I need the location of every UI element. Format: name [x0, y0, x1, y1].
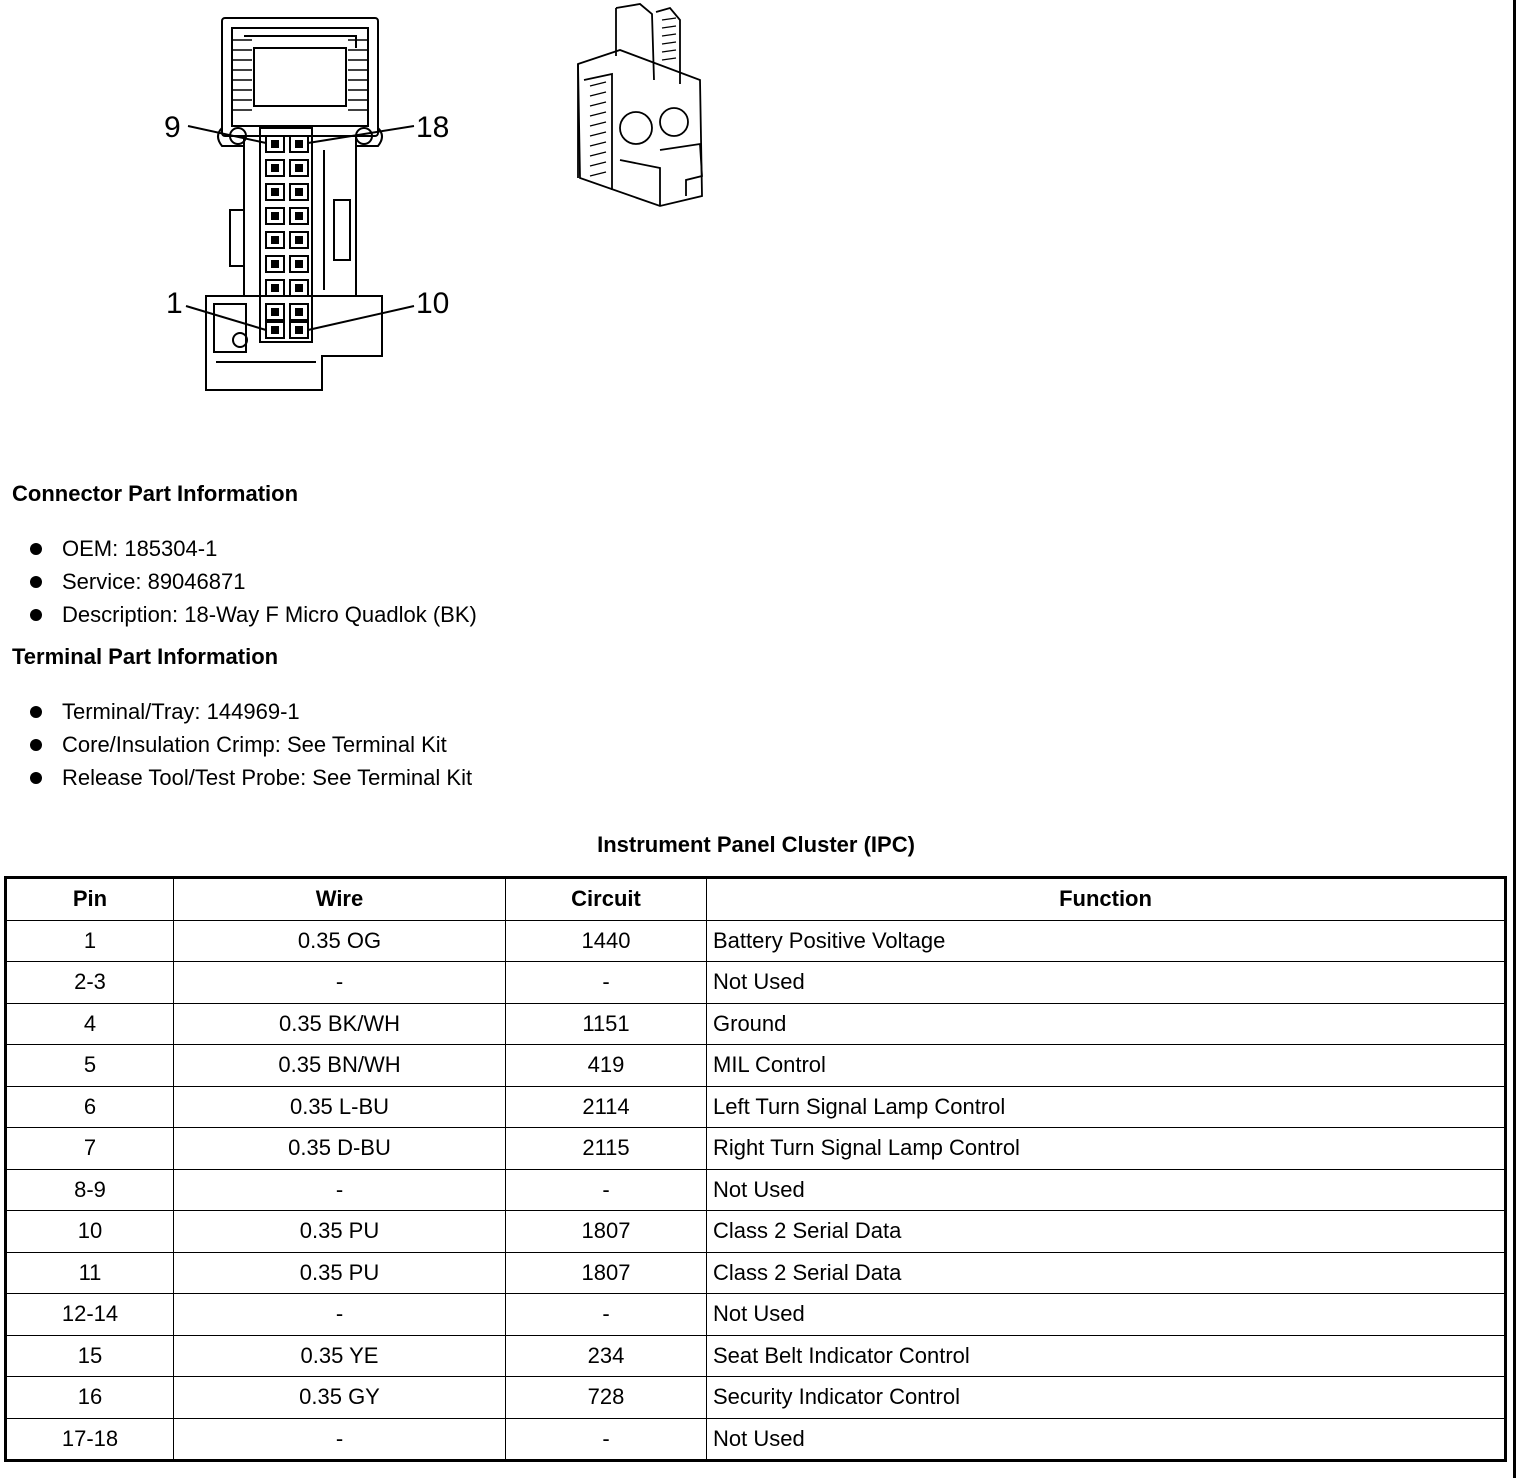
cell-function: Ground: [707, 1003, 1506, 1045]
table-row: [6, 1045, 1506, 1087]
table-header-row: [6, 878, 1506, 921]
pin-label-1: 1: [166, 287, 183, 320]
cell-wire: 0.35 BK/WH: [174, 1003, 506, 1045]
table-row: [6, 1377, 1506, 1419]
cell-function: Class 2 Serial Data: [707, 1211, 1506, 1253]
cell-circuit: 1440: [506, 920, 707, 962]
cell-pin: 10: [6, 1211, 174, 1253]
cell-pin: 11: [6, 1252, 174, 1294]
cell-wire: 0.35 BN/WH: [174, 1045, 506, 1087]
terminal-part-info-heading: Terminal Part Information: [12, 644, 279, 669]
cell-pin: 6: [6, 1086, 174, 1128]
list-item: Description: 18-Way F Micro Quadlok (BK): [30, 598, 477, 631]
table-title: Instrument Panel Cluster (IPC): [597, 832, 915, 857]
connector-front-view: [186, 18, 414, 390]
header-pin: Pin: [6, 878, 174, 921]
cell-circuit: 1807: [506, 1211, 707, 1253]
cell-circuit: -: [506, 962, 707, 1004]
cell-wire: -: [174, 1169, 506, 1211]
cell-pin: 16: [6, 1377, 174, 1419]
cell-function: Not Used: [707, 1294, 1506, 1336]
page-right-border: [1513, 0, 1516, 1478]
cell-pin: 7: [6, 1128, 174, 1170]
cell-pin: 12-14: [6, 1294, 174, 1336]
cell-function: MIL Control: [707, 1045, 1506, 1087]
table-row: [6, 920, 1506, 962]
cell-function: Battery Positive Voltage: [707, 920, 1506, 962]
table-body: [6, 920, 1506, 1461]
list-item: Terminal/Tray: 144969-1: [30, 695, 472, 728]
cell-wire: 0.35 L-BU: [174, 1086, 506, 1128]
cell-circuit: 1807: [506, 1252, 707, 1294]
terminal-part-info-list: [30, 695, 472, 794]
cell-function: Security Indicator Control: [707, 1377, 1506, 1419]
table-row: [6, 1211, 1506, 1253]
cell-wire: 0.35 PU: [174, 1211, 506, 1253]
header-circuit: Circuit: [506, 878, 707, 921]
table-row: [6, 1335, 1506, 1377]
cell-circuit: -: [506, 1418, 707, 1461]
cell-circuit: 1151: [506, 1003, 707, 1045]
table-row: [6, 1086, 1506, 1128]
list-item: Service: 89046871: [30, 565, 477, 598]
cell-function: Not Used: [707, 962, 1506, 1004]
cell-wire: -: [174, 1294, 506, 1336]
cell-circuit: 728: [506, 1377, 707, 1419]
cell-function: Not Used: [707, 1418, 1506, 1461]
cell-circuit: 234: [506, 1335, 707, 1377]
table-row: [6, 1169, 1506, 1211]
cell-function: Seat Belt Indicator Control: [707, 1335, 1506, 1377]
connector-iso-view: [578, 4, 702, 206]
cell-function: Not Used: [707, 1169, 1506, 1211]
cell-wire: 0.35 YE: [174, 1335, 506, 1377]
cell-pin: 2-3: [6, 962, 174, 1004]
list-item: OEM: 185304-1: [30, 532, 477, 565]
cell-pin: 1: [6, 920, 174, 962]
table-row: [6, 1294, 1506, 1336]
cell-circuit: 2114: [506, 1086, 707, 1128]
cell-pin: 4: [6, 1003, 174, 1045]
list-item: Core/Insulation Crimp: See Terminal Kit: [30, 728, 472, 761]
cell-wire: -: [174, 1418, 506, 1461]
pin-label-10: 10: [416, 287, 450, 320]
cell-wire: -: [174, 962, 506, 1004]
cell-pin: 5: [6, 1045, 174, 1087]
table-row: [6, 1128, 1506, 1170]
cell-function: Class 2 Serial Data: [707, 1252, 1506, 1294]
table-row: [6, 1418, 1506, 1461]
pin-label-18: 18: [416, 111, 450, 144]
cell-pin: 15: [6, 1335, 174, 1377]
cell-circuit: 2115: [506, 1128, 707, 1170]
cell-circuit: 419: [506, 1045, 707, 1087]
cell-wire: 0.35 PU: [174, 1252, 506, 1294]
cell-pin: 8-9: [6, 1169, 174, 1211]
cell-pin: 17-18: [6, 1418, 174, 1461]
table-row: [6, 1252, 1506, 1294]
cell-wire: 0.35 OG: [174, 920, 506, 962]
cell-function: Left Turn Signal Lamp Control: [707, 1086, 1506, 1128]
pinout-table: [4, 876, 1507, 1462]
cell-wire: 0.35 D-BU: [174, 1128, 506, 1170]
cell-circuit: -: [506, 1294, 707, 1336]
table-row: [6, 962, 1506, 1004]
cell-wire: 0.35 GY: [174, 1377, 506, 1419]
header-wire: Wire: [174, 878, 506, 921]
table-row: [6, 1003, 1506, 1045]
cell-function: Right Turn Signal Lamp Control: [707, 1128, 1506, 1170]
list-item: Release Tool/Test Probe: See Terminal Kit: [30, 761, 472, 794]
connector-diagram: [0, 0, 760, 420]
connector-part-info-heading: Connector Part Information: [12, 481, 299, 506]
cell-circuit: -: [506, 1169, 707, 1211]
header-function: Function: [707, 878, 1506, 921]
pin-label-9: 9: [164, 111, 181, 144]
connector-part-info-list: [30, 532, 477, 631]
